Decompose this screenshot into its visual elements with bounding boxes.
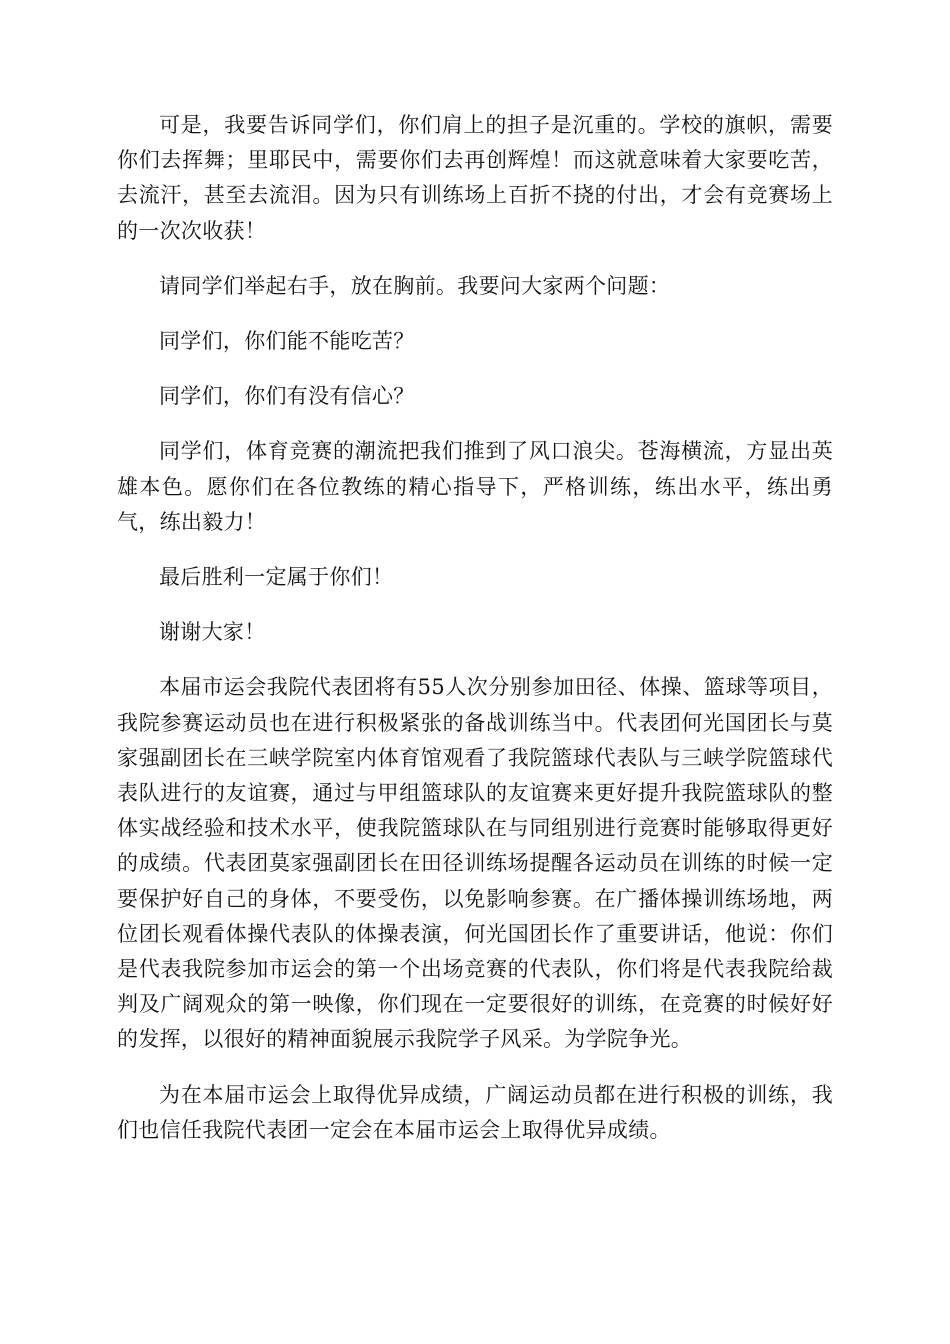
document-page — [117, 108, 833, 1168]
paragraph: 同学们，体育竞赛的潮流把我们推到了风口浪尖。苍海横流，方显出英雄本色。愿你们在各位教练的精心指导下，严格训练，练出水平，练出勇气，练出毅力！ — [117, 439, 833, 534]
paragraph: 请同学们举起右手，放在胸前。我要问大家两个问题： — [159, 273, 671, 298]
paragraph: 最后胜利一定属于你们！ — [159, 565, 394, 590]
paragraph: 为在本届市运会上取得优异成绩，广阔运动员都在进行积极的训练，我们也信任我院代表团一定会在本届市运会上取得优异成绩。 — [117, 1082, 833, 1142]
paragraph: 同学们，你们有没有信心？ — [159, 384, 415, 409]
paragraph: 可是，我要告诉同学们，你们肩上的担子是沉重的。学校的旗帜，需要你们去挥舞；里耶民中，需要你们去再创辉煌！而这就意味着大家要吃苦，去流汗，甚至去流泪。因为只有训练场上百折不挠的付出，才会有竞赛场上的一次次收获！ — [117, 113, 833, 243]
paragraph: 谢谢大家！ — [159, 620, 266, 645]
paragraph: 本届市运会我院代表团将有55人次分别参加田径、体操、篮球等项目，我院参赛运动员也在进行积极紧张的备战训练当中。代表团何光国团长与莫家强副团长在三峡学院室内体育馆观看了我院篮球代表队与三峡学院篮球代表队进行的友谊赛，通过与甲组篮球队的友谊赛来更好提升我院篮球队的整体实战经验和技术水平，使我院篮球队在与同组别进行竞赛时能够取得更好的成绩。代表团莫家强副团长在田径训练场提醒各运动员在训练的时候一定要保护好自己的身体，不要受伤，以免影响参赛。在广播体操训练场地，两位团长观看体操代表队的体操表演，何光国团长作了重要讲话，他说：你们是代表我院参加市运会的第一个出场竞赛的代表队，你们将是代表我院给裁判及广阔观众的第一映像，你们现在一定要很好的训练，在竞赛的时候好好的发挥，以很好的精神面貌展示我院学子风采。为学院争光。 — [117, 675, 833, 1052]
paragraph: 同学们，你们能不能吃苦？ — [159, 329, 415, 354]
